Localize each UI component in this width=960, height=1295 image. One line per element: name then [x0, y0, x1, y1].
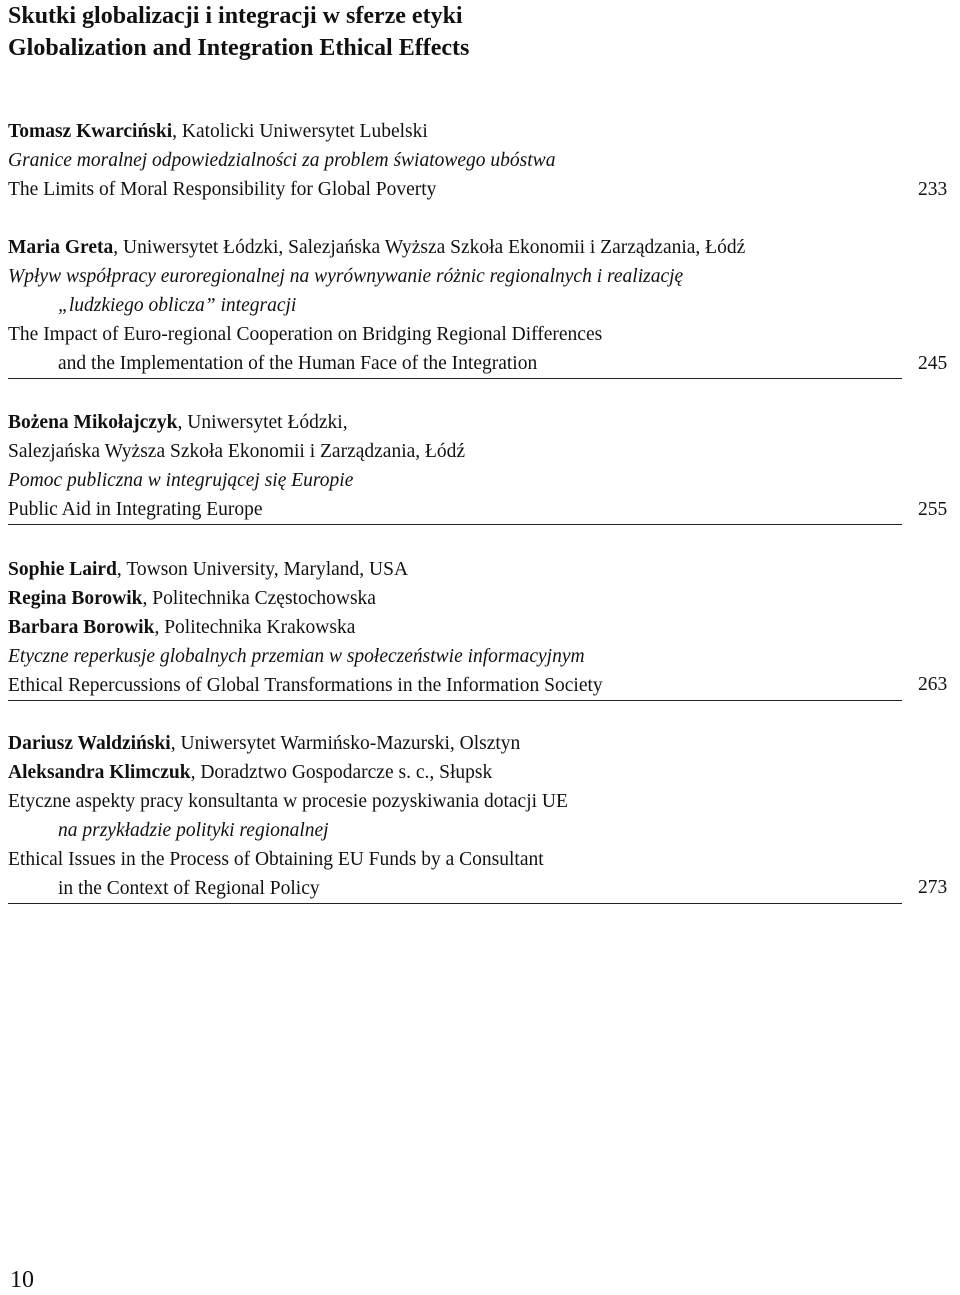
- polish-title: Granice moralnej odpowiedzialności za problem światowego ubóstwa: [8, 150, 556, 171]
- author-name: Maria Greta: [8, 237, 114, 258]
- english-title: The Limits of Moral Responsibility for Global Poverty: [8, 179, 437, 200]
- author-affiliation: , Politechnika Krakowska: [154, 617, 356, 638]
- author-affiliation: , Uniwersytet Łódzki, Salezjańska Wyższa Szkoła Ekonomii i Zarządzania, Łódź: [113, 237, 746, 258]
- author-name: Aleksandra Klimczuk: [8, 762, 191, 783]
- author-line: [8, 555, 902, 584]
- polish-title: Pomoc publiczna w integrującej się Europie: [8, 470, 354, 491]
- page-number: 10: [10, 1267, 34, 1293]
- english-title-cont: and the Implementation of the Human Face of the Integration: [58, 353, 538, 374]
- toc-entry: [8, 117, 902, 204]
- toc-entry: [8, 729, 902, 904]
- author-line: [8, 233, 902, 262]
- section-heading: [8, 0, 469, 64]
- author-name: Bożena Mikołajczyk: [8, 412, 178, 433]
- author-line: [8, 408, 902, 437]
- page-ref: 273: [918, 877, 948, 898]
- polish-title: Etyczne reperkusje globalnych przemian w społeczeństwie informacyjnym: [8, 646, 585, 667]
- page-ref: 245: [918, 353, 948, 374]
- author-affiliation: , Doradztwo Gospodarcze s. c., Słupsk: [190, 762, 493, 783]
- english-title: The Impact of Euro-regional Cooperation on Bridging Regional Differences: [8, 324, 603, 345]
- author-name: Tomasz Kwarciński: [8, 121, 173, 142]
- heading-english: Globalization and Integration Ethical Effects: [8, 35, 470, 61]
- author-affiliation: , Katolicki Uniwersytet Lubelski: [172, 121, 428, 142]
- polish-title-cont: na przykładzie polityki regionalnej: [58, 820, 329, 841]
- author-line: [8, 117, 902, 146]
- author-name: Sophie Laird: [8, 559, 117, 580]
- english-title: Ethical Repercussions of Global Transformations in the Information Society: [8, 675, 603, 696]
- author-name: Barbara Borowik: [8, 617, 155, 638]
- english-title-cont: in the Context of Regional Policy: [58, 878, 320, 899]
- author-line: [8, 729, 902, 758]
- polish-title-cont: „ludzkiego oblicza” integracji: [58, 295, 297, 316]
- toc-entry: [8, 408, 902, 525]
- page-ref: 255: [918, 499, 948, 520]
- author-affiliation-cont: Salezjańska Wyższa Szkoła Ekonomii i Zarządzania, Łódź: [8, 441, 466, 462]
- english-title: Public Aid in Integrating Europe: [8, 499, 263, 520]
- author-line: [8, 613, 902, 642]
- author-name: Regina Borowik: [8, 588, 143, 609]
- author-affiliation: , Towson University, Maryland, USA: [116, 559, 409, 580]
- page-ref: 263: [918, 674, 948, 695]
- author-line: [8, 584, 902, 613]
- polish-title: Wpływ współpracy euroregionalnej na wyrównywanie różnic regionalnych i realizację: [8, 266, 684, 287]
- page-ref: 233: [918, 179, 948, 200]
- toc-entry: [8, 555, 902, 701]
- toc-entry: [8, 233, 902, 379]
- author-affiliation: , Politechnika Częstochowska: [142, 588, 376, 609]
- polish-title: Etyczne aspekty pracy konsultanta w procesie pozyskiwania dotacji UE: [8, 791, 568, 812]
- heading-polish: Skutki globalizacji i integracji w sferze etyki: [8, 3, 463, 29]
- author-line: [8, 758, 902, 787]
- english-title: Ethical Issues in the Process of Obtaining EU Funds by a Consultant: [8, 849, 544, 870]
- author-affiliation: , Uniwersytet Warmińsko-Mazurski, Olsztyn: [170, 733, 521, 754]
- author-name: Dariusz Waldziński: [8, 733, 171, 754]
- author-affiliation: , Uniwersytet Łódzki,: [177, 412, 348, 433]
